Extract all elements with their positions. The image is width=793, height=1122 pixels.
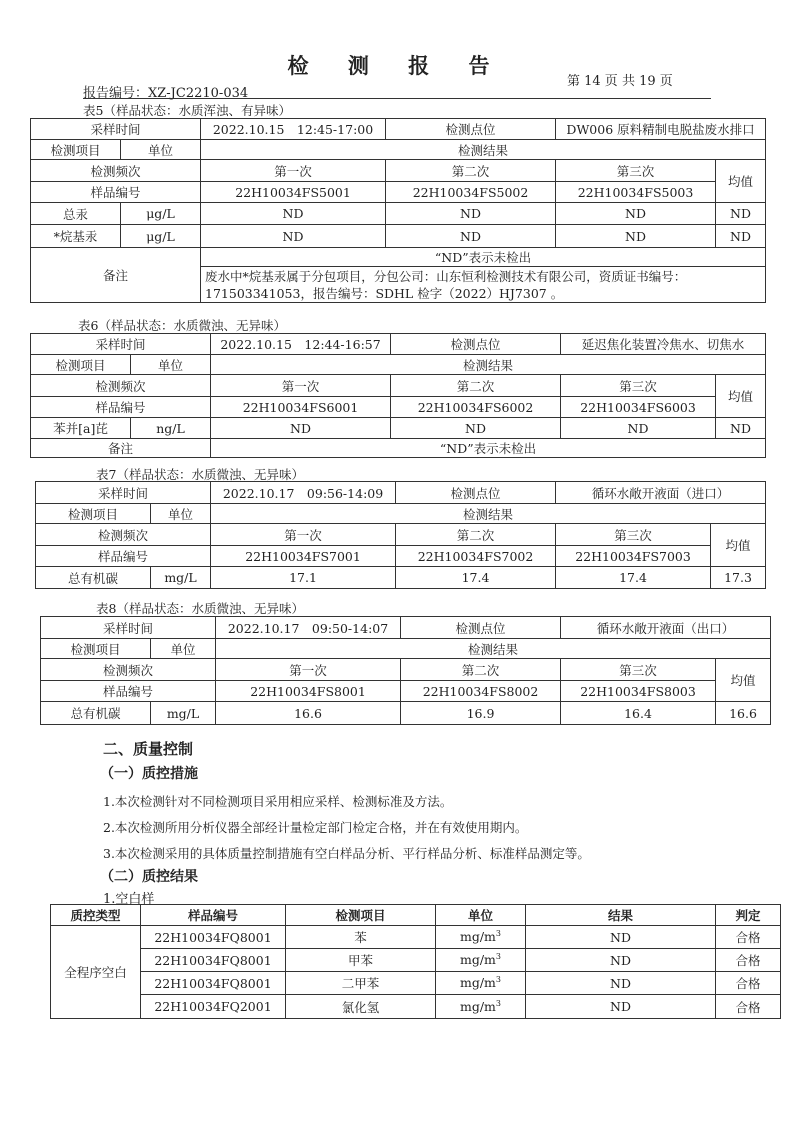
sample-no: 22H10034FS6002 (391, 397, 561, 418)
avg-label: 均值 (716, 160, 766, 203)
item-unit: mg/L (151, 702, 216, 725)
sample-no-label: 样品编号 (41, 681, 216, 702)
qc-sample: 22H10034FQ8001 (141, 972, 286, 995)
unit-label: 单位 (121, 140, 201, 160)
table8-site: 循环水敞开液面（出口） (561, 617, 771, 639)
unit-sup: 3 (495, 998, 501, 1008)
qc-result: ND (526, 972, 716, 995)
avg-cell: 16.6 (716, 702, 771, 725)
sampling-time-label: 采样时间 (31, 334, 211, 355)
unit-label: 单位 (151, 504, 211, 524)
value-cell: ND (561, 418, 716, 439)
qc-result: ND (526, 995, 716, 1019)
value-cell: ND (201, 203, 386, 225)
remark-nd: “ND”表示未检出 (201, 248, 766, 267)
page-number: 第 14 页 共 19 页 (567, 74, 673, 89)
table7-time: 2022.10.17 09:56-14:09 (211, 482, 396, 504)
table5 (30, 118, 766, 303)
result-label: 检测结果 (216, 639, 771, 659)
sample-no: 22H10034FS5001 (201, 182, 386, 203)
remark-nd: “ND”表示未检出 (211, 439, 766, 458)
table6-site: 延迟焦化装置冷焦水、切焦水 (561, 334, 766, 355)
table7-site: 循环水敞开液面（进口） (556, 482, 766, 504)
item-unit: μg/L (121, 225, 201, 248)
table-row (51, 995, 781, 1019)
value-cell: ND (211, 418, 391, 439)
qc-judge: 合格 (716, 926, 781, 949)
unit-text: mg/m (459, 999, 496, 1015)
col-header: 结果 (526, 905, 716, 926)
col-header: 样品编号 (141, 905, 286, 926)
sample-no-label: 样品编号 (36, 546, 211, 567)
value-cell: 17.1 (211, 567, 396, 589)
avg-label: 均值 (711, 524, 766, 567)
table-row (51, 972, 781, 995)
value-cell: ND (556, 225, 716, 248)
item-label: 检测项目 (41, 639, 151, 659)
blank-table (50, 904, 781, 1019)
sample-no: 22H10034FS7001 (211, 546, 396, 567)
qc-judge: 合格 (716, 949, 781, 972)
value-cell: 16.4 (561, 702, 716, 725)
table6-caption: 表6（样品状态：水质微浊、无异味） (78, 318, 286, 333)
unit-label: 单位 (131, 355, 211, 375)
sample-no: 22H10034FS6003 (561, 397, 716, 418)
qc-item: 氯化氢 (286, 995, 436, 1019)
qc-item: 甲苯 (286, 949, 436, 972)
freq-label: 检测频次 (31, 375, 211, 397)
table6 (30, 333, 766, 458)
sampling-time-label: 采样时间 (41, 617, 216, 639)
second-label: 第二次 (401, 659, 561, 681)
first-label: 第一次 (216, 659, 401, 681)
table-row (36, 567, 766, 589)
result-label: 检测结果 (201, 140, 766, 160)
item-label: 检测项目 (31, 355, 131, 375)
value-cell: 17.4 (396, 567, 556, 589)
sample-no: 22H10034FS5002 (386, 182, 556, 203)
sample-no-label: 样品编号 (31, 397, 211, 418)
unit-text: mg/m (459, 975, 496, 991)
avg-cell: ND (716, 225, 766, 248)
table7-caption: 表7（样品状态：水质微浊、无异味） (96, 467, 304, 482)
value-cell: ND (386, 203, 556, 225)
qc-judge: 合格 (716, 972, 781, 995)
sample-no: 22H10034FS8001 (216, 681, 401, 702)
table-row (31, 225, 766, 248)
table8-time: 2022.10.17 09:50-14:07 (216, 617, 401, 639)
item-unit: mg/L (151, 567, 211, 589)
second-label: 第二次 (386, 160, 556, 182)
header-rule (83, 98, 711, 99)
unit-text: mg/m (459, 929, 496, 945)
table-row (51, 926, 781, 949)
sample-no: 22H10034FS7003 (556, 546, 711, 567)
avg-label: 均值 (716, 659, 771, 702)
third-label: 第三次 (556, 160, 716, 182)
col-header: 质控类型 (51, 905, 141, 926)
table5-time: 2022.10.15 12:45-17:00 (201, 119, 386, 140)
table-row (31, 418, 766, 439)
value-cell: ND (556, 203, 716, 225)
qc-unit (436, 949, 526, 972)
table-row (31, 203, 766, 225)
first-label: 第一次 (201, 160, 386, 182)
sample-no: 22H10034FS8002 (401, 681, 561, 702)
freq-label: 检测频次 (31, 160, 201, 182)
table7 (35, 481, 766, 589)
item-label: 检测项目 (36, 504, 151, 524)
qc-result: ND (526, 926, 716, 949)
second-label: 第二次 (396, 524, 556, 546)
qc-item: 二甲苯 (286, 972, 436, 995)
value-cell: 16.6 (216, 702, 401, 725)
table5-caption: 表5（样品状态：水质浑浊、有异味） (83, 103, 291, 118)
unit-label: 单位 (151, 639, 216, 659)
item-unit: μg/L (121, 203, 201, 225)
remark-subcontract: 废水中*烷基汞属于分包项目，分包公司：山东恒利检测技术有限公司，资质证书编号：171503341053，报告编号：SDHL 检字（2022）HJ7307 。 (201, 267, 766, 303)
unit-sup: 3 (495, 952, 501, 962)
item-label: 检测项目 (31, 140, 121, 160)
qc-paragraph: 3.本次检测采用的具体质量控制措施有空白样品分析、平行样品分析、标准样品测定等。 (103, 846, 590, 861)
unit-text: mg/m (459, 952, 496, 968)
qc-sample: 22H10034FQ2001 (141, 995, 286, 1019)
qc-unit (436, 972, 526, 995)
result-label: 检测结果 (211, 355, 766, 375)
table8-caption: 表8（样品状态：水质微浊、无异味） (96, 601, 304, 616)
sampling-time-label: 采样时间 (36, 482, 211, 504)
item-unit: ng/L (131, 418, 211, 439)
site-label: 检测点位 (386, 119, 556, 140)
qc-unit (436, 995, 526, 1019)
result-label: 检测结果 (211, 504, 766, 524)
item-name: 总有机碳 (41, 702, 151, 725)
remark-label: 备注 (31, 248, 201, 303)
remark-label: 备注 (31, 439, 211, 458)
qc-result: ND (526, 949, 716, 972)
unit-sup: 3 (495, 929, 501, 939)
report-number: 报告编号：XZ-JC2210-034 (83, 86, 249, 101)
subsection-heading: （一）质控措施 (100, 766, 198, 782)
table8 (40, 616, 771, 725)
col-header: 检测项目 (286, 905, 436, 926)
sample-no: 22H10034FS5003 (556, 182, 716, 203)
third-label: 第三次 (556, 524, 711, 546)
sample-no: 22H10034FS7002 (396, 546, 556, 567)
sample-no-label: 样品编号 (31, 182, 201, 203)
value-cell: ND (391, 418, 561, 439)
subsection-heading: （二）质控结果 (100, 869, 198, 885)
blank-caption: 1.空白样 (103, 892, 155, 907)
item-name: 总汞 (31, 203, 121, 225)
table6-time: 2022.10.15 12:44-16:57 (211, 334, 391, 355)
value-cell: 17.4 (556, 567, 711, 589)
col-header: 单位 (436, 905, 526, 926)
third-label: 第三次 (561, 659, 716, 681)
avg-cell: ND (716, 203, 766, 225)
item-name: 苯并[a]芘 (31, 418, 131, 439)
qc-item: 苯 (286, 926, 436, 949)
sampling-time-label: 采样时间 (31, 119, 201, 140)
second-label: 第二次 (391, 375, 561, 397)
qc-type: 全程序空白 (51, 926, 141, 1019)
qc-paragraph: 1.本次检测针对不同检测项目采用相应采样、检测标准及方法。 (103, 794, 453, 809)
sample-no: 22H10034FS8003 (561, 681, 716, 702)
col-header: 判定 (716, 905, 781, 926)
qc-sample: 22H10034FQ8001 (141, 926, 286, 949)
table-row (41, 702, 771, 725)
report-title: 检 测 报 告 (287, 53, 506, 78)
first-label: 第一次 (211, 524, 396, 546)
first-label: 第一次 (211, 375, 391, 397)
avg-label: 均值 (716, 375, 766, 418)
unit-sup: 3 (495, 975, 501, 985)
item-name: *烷基汞 (31, 225, 121, 248)
section-heading: 二、质量控制 (103, 740, 194, 758)
qc-sample: 22H10034FQ8001 (141, 949, 286, 972)
table5-site: DW006 原料精制电脱盐废水排口 (556, 119, 766, 140)
value-cell: ND (201, 225, 386, 248)
avg-cell: 17.3 (711, 567, 766, 589)
site-label: 检测点位 (401, 617, 561, 639)
sample-no: 22H10034FS6001 (211, 397, 391, 418)
freq-label: 检测频次 (36, 524, 211, 546)
value-cell: ND (386, 225, 556, 248)
value-cell: 16.9 (401, 702, 561, 725)
qc-paragraph: 2.本次检测所用分析仪器全部经计量检定部门检定合格，并在有效使用期内。 (103, 820, 528, 835)
avg-cell: ND (716, 418, 766, 439)
site-label: 检测点位 (391, 334, 561, 355)
table-row (51, 949, 781, 972)
third-label: 第三次 (561, 375, 716, 397)
site-label: 检测点位 (396, 482, 556, 504)
freq-label: 检测频次 (41, 659, 216, 681)
item-name: 总有机碳 (36, 567, 151, 589)
qc-judge: 合格 (716, 995, 781, 1019)
qc-unit (436, 926, 526, 949)
